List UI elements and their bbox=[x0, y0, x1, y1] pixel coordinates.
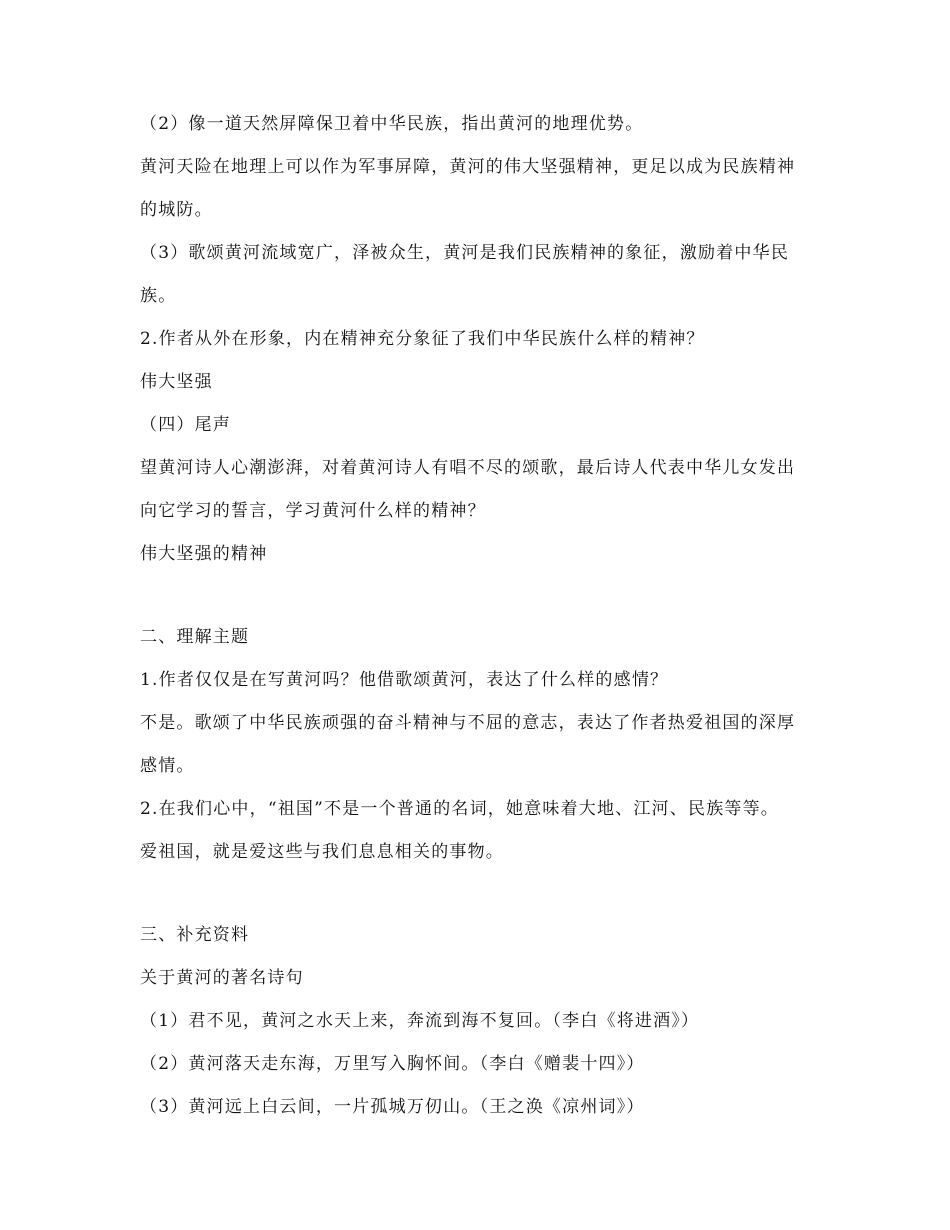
section-heading: 三、补充资料 bbox=[140, 925, 250, 945]
text-line: 关于黄河的著名诗句 bbox=[140, 968, 304, 988]
question-line: 1.作者仅仅是在写黄河吗？他借歌颂黄河，表达了什么样的感情？ bbox=[140, 670, 669, 690]
text-line: 感情。 bbox=[140, 756, 195, 776]
answer-line: 伟大坚强 bbox=[140, 372, 213, 392]
text-line: 的城防。 bbox=[140, 200, 213, 220]
text-line: 不是。歌颂了中华民族顽强的奋斗精神与不屈的意志，表达了作者热爱祖国的深厚 bbox=[140, 713, 796, 733]
text-line: （3）歌颂黄河流域宽广，泽被众生，黄河是我们民族精神的象征，激励着中华民 bbox=[140, 243, 790, 263]
text-line: 黄河天险在地理上可以作为军事屏障，黄河的伟大坚强精神，更足以成为民族精神 bbox=[140, 157, 796, 177]
text-line: 爱祖国，就是爱这些与我们息息相关的事物。 bbox=[140, 842, 504, 862]
text-line: 族。 bbox=[140, 286, 177, 306]
text-line: 2.在我们心中，“祖国”不是一个普通的名词，她意味着大地、江河、民族等等。 bbox=[140, 799, 779, 819]
answer-line: 伟大坚强的精神 bbox=[140, 544, 268, 564]
question-line: 2.作者从外在形象，内在精神充分象征了我们中华民族什么样的精神？ bbox=[140, 329, 705, 349]
text-line: 望黄河诗人心潮澎湃，对着黄河诗人有唱不尽的颂歌，最后诗人代表中华儿女发出 bbox=[140, 458, 796, 478]
poem-line: （2）黄河落天走东海，万里写入胸怀间。（李白《赠裴十四》） bbox=[140, 1054, 645, 1074]
section-heading: 二、理解主题 bbox=[140, 627, 250, 647]
poem-line: （3）黄河远上白云间，一片孤城万仞山。（王之涣《凉州词》） bbox=[140, 1097, 645, 1117]
text-line: （2）像一道天然屏障保卫着中华民族，指出黄河的地理优势。 bbox=[140, 114, 644, 134]
poem-line: （1）君不见，黄河之水天上来，奔流到海不复回。（李白《将进酒》） bbox=[140, 1011, 700, 1031]
text-line: 向它学习的誓言，学习黄河什么样的精神？ bbox=[140, 501, 486, 521]
section-heading: （四）尾声 bbox=[140, 415, 231, 435]
